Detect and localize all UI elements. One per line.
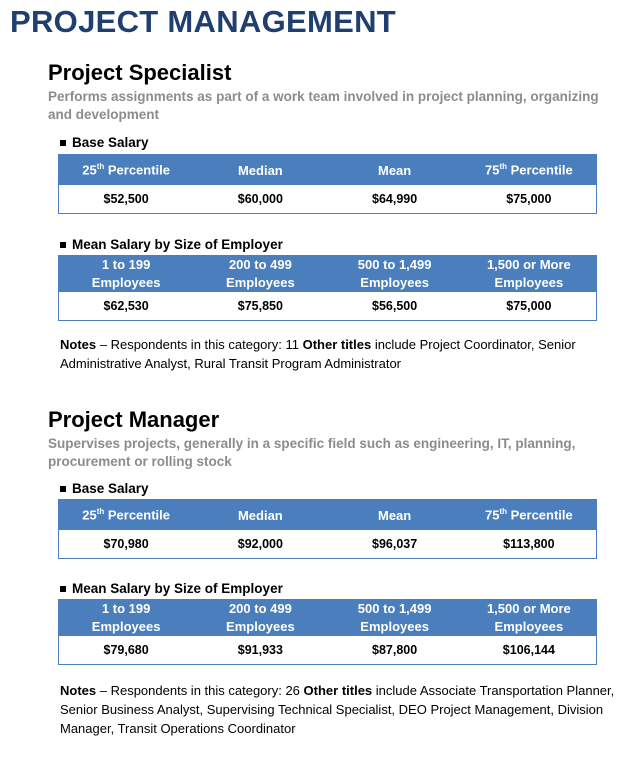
header-1-to-199: 1 to 199 Employees: [59, 256, 193, 292]
base-salary-table: [58, 499, 597, 559]
employer-size-table: [58, 255, 597, 321]
notes: Notes – Respondents in this category: 26 Other titles include Associate Transportation Planner, Senior Business Analyst, Supervising Technical Specialist, DEO Project Management, Division Manager, Transit Operations Coordinator: [60, 683, 615, 736]
value-1500-or-more: $106,144: [462, 636, 596, 664]
header-500-to-1499: 500 to 1,499 Employees: [328, 600, 462, 636]
value-500-to-1499: $56,500: [328, 292, 462, 320]
table-row: [59, 185, 596, 213]
section-project-manager: [48, 407, 615, 738]
header-25th-percentile: 25th Percentile: [59, 155, 193, 185]
header-1-to-199: 1 to 199 Employees: [59, 600, 193, 636]
value-200-to-499: $91,933: [193, 636, 327, 664]
header-1500-or-more: 1,500 or More Employees: [462, 600, 596, 636]
value-75th-percentile: $113,800: [462, 530, 596, 558]
header-1500-or-more: 1,500 or More Employees: [462, 256, 596, 292]
value-1-to-199: $79,680: [59, 636, 193, 664]
section-description: Supervises projects, generally in a specific field such as engineering, IT, planning, procurement or rolling stock: [48, 436, 576, 469]
page-title: PROJECT MANAGEMENT: [10, 4, 397, 39]
header-75th-percentile: 75th Percentile: [462, 500, 596, 530]
section-description: Performs assignments as part of a work team involved in project planning, organizing and development: [48, 89, 599, 122]
value-500-to-1499: $87,800: [328, 636, 462, 664]
table-row: [59, 530, 596, 558]
bullet-icon: [60, 486, 66, 492]
table-row: [59, 636, 596, 664]
value-1500-or-more: $75,000: [462, 292, 596, 320]
header-75th-percentile: 75th Percentile: [462, 155, 596, 185]
bullet-icon: [60, 586, 66, 592]
employer-size-table: [58, 599, 597, 665]
value-median: $60,000: [193, 185, 327, 213]
bullet-icon: [60, 140, 66, 146]
header-200-to-499: 200 to 499 Employees: [193, 600, 327, 636]
value-25th-percentile: $52,500: [59, 185, 193, 213]
header-mean: Mean: [328, 500, 462, 530]
base-salary-heading: Base Salary: [60, 480, 608, 498]
value-25th-percentile: $70,980: [59, 530, 193, 558]
section-title: Project Specialist: [48, 60, 232, 85]
employer-size-heading: Mean Salary by Size of Employer: [60, 236, 608, 254]
value-1-to-199: $62,530: [59, 292, 193, 320]
table-row: [59, 292, 596, 320]
value-75th-percentile: $75,000: [462, 185, 596, 213]
base-salary-table: [58, 154, 597, 214]
notes: Notes – Respondents in this category: 11 Other titles include Project Coordinator, Senior Administrative Analyst, Rural Transit Program Administrator: [60, 337, 576, 371]
section-project-specialist: [48, 60, 608, 373]
bullet-icon: [60, 242, 66, 248]
value-mean: $96,037: [328, 530, 462, 558]
header-median: Median: [193, 155, 327, 185]
header-median: Median: [193, 500, 327, 530]
header-200-to-499: 200 to 499 Employees: [193, 256, 327, 292]
base-salary-heading: Base Salary: [60, 134, 608, 152]
value-mean: $64,990: [328, 185, 462, 213]
employer-size-heading: Mean Salary by Size of Employer: [60, 580, 608, 598]
value-200-to-499: $75,850: [193, 292, 327, 320]
header-mean: Mean: [328, 155, 462, 185]
header-500-to-1499: 500 to 1,499 Employees: [328, 256, 462, 292]
value-median: $92,000: [193, 530, 327, 558]
header-25th-percentile: 25th Percentile: [59, 500, 193, 530]
section-title: Project Manager: [48, 407, 220, 432]
